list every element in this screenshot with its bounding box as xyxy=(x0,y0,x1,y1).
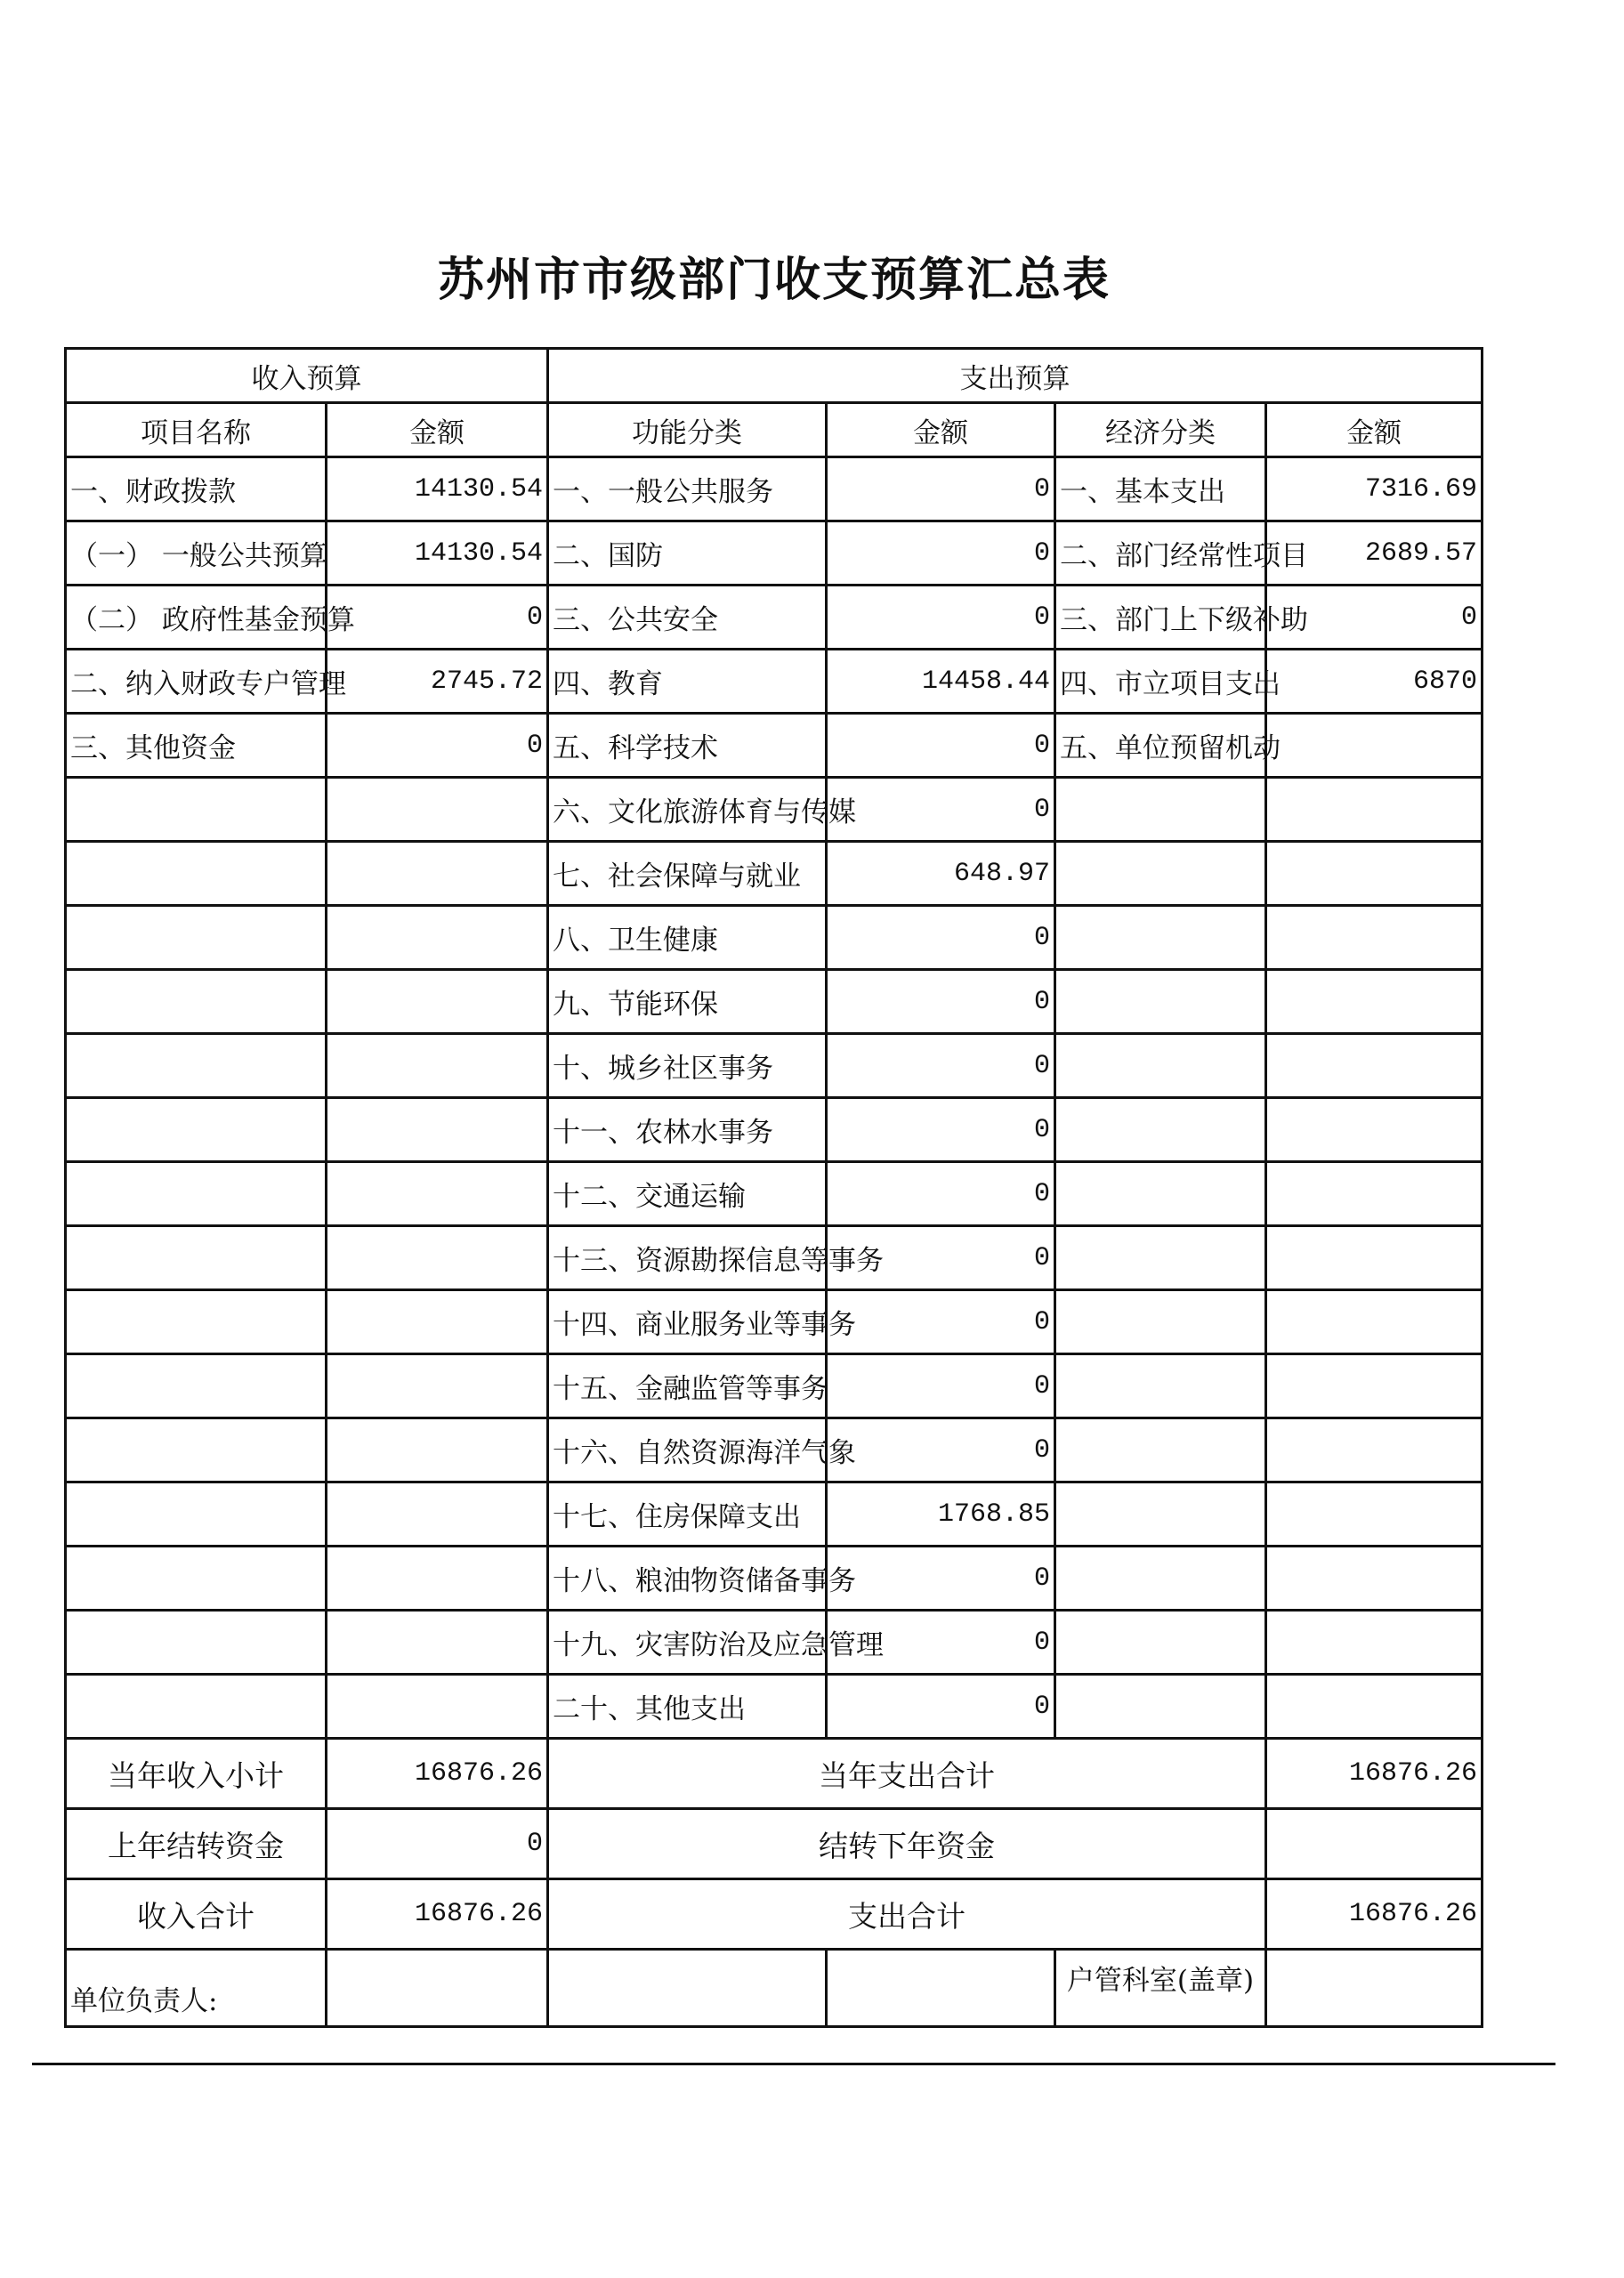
functional-item-amount: 0 xyxy=(827,1354,1055,1418)
table-row xyxy=(66,650,1483,714)
income-item-name: （一） 一般公共预算 xyxy=(66,521,327,586)
col-functional-amount: 金额 xyxy=(827,403,1055,457)
income-item-amount xyxy=(327,1226,548,1290)
functional-item-amount: 0 xyxy=(827,906,1055,970)
economic-item-name: 五、单位预留机动 xyxy=(1055,714,1266,778)
functional-item-name: 六、文化旅游体育与传媒 xyxy=(548,778,827,842)
col-functional: 功能分类 xyxy=(548,403,827,457)
blank-cell xyxy=(548,1950,827,2027)
table-row xyxy=(66,1226,1483,1290)
income-item-amount xyxy=(327,1482,548,1547)
functional-item-name: 二十、其他支出 xyxy=(548,1675,827,1739)
income-total-value: 16876.26 xyxy=(327,1879,548,1950)
economic-item-name xyxy=(1055,842,1266,906)
income-item-name xyxy=(66,1290,327,1354)
functional-item-amount: 0 xyxy=(827,1098,1055,1162)
col-economic-amount: 金额 xyxy=(1266,403,1483,457)
table-row xyxy=(66,1675,1483,1739)
economic-item-name xyxy=(1055,1098,1266,1162)
table-row xyxy=(66,842,1483,906)
economic-item-name: 二、部门经常性项目 xyxy=(1055,521,1266,586)
economic-item-amount: 2689.57 xyxy=(1266,521,1483,586)
table-row xyxy=(66,586,1483,650)
economic-item-amount xyxy=(1266,1547,1483,1611)
functional-item-amount: 0 xyxy=(827,586,1055,650)
economic-item-amount xyxy=(1266,842,1483,906)
functional-item-name: 三、公共安全 xyxy=(548,586,827,650)
economic-item-amount xyxy=(1266,1098,1483,1162)
functional-item-amount: 0 xyxy=(827,714,1055,778)
functional-item-amount: 0 xyxy=(827,1547,1055,1611)
table-row xyxy=(66,1418,1483,1482)
subtotal-row xyxy=(66,1739,1483,1809)
functional-item-name: 十八、粮油物资储备事务 xyxy=(548,1547,827,1611)
functional-item-amount: 0 xyxy=(827,521,1055,586)
table-row xyxy=(66,1034,1483,1098)
economic-item-name xyxy=(1055,1034,1266,1098)
expense-budget-header: 支出预算 xyxy=(548,349,1483,403)
expense-subtotal-value: 16876.26 xyxy=(1266,1739,1483,1809)
income-item-amount xyxy=(327,1034,548,1098)
income-item-amount xyxy=(327,1675,548,1739)
expense-total-label: 支出合计 xyxy=(548,1879,1266,1950)
income-subtotal-label: 当年收入小计 xyxy=(66,1739,327,1809)
table-row xyxy=(66,714,1483,778)
economic-item-amount xyxy=(1266,1034,1483,1098)
functional-item-amount: 0 xyxy=(827,1162,1055,1226)
functional-item-name: 十六、自然资源海洋气象 xyxy=(548,1418,827,1482)
functional-item-name: 十二、交通运输 xyxy=(548,1162,827,1226)
functional-item-name: 二、国防 xyxy=(548,521,827,586)
income-subtotal-value: 16876.26 xyxy=(327,1739,548,1809)
functional-item-name: 十七、住房保障支出 xyxy=(548,1482,827,1547)
economic-item-amount xyxy=(1266,1354,1483,1418)
economic-item-name xyxy=(1055,1611,1266,1675)
income-item-name: 二、纳入财政专户管理 xyxy=(66,650,327,714)
table-row xyxy=(66,1547,1483,1611)
economic-item-amount xyxy=(1266,1611,1483,1675)
income-item-amount xyxy=(327,970,548,1034)
carry-in-label: 上年结转资金 xyxy=(66,1809,327,1879)
income-item-name xyxy=(66,1611,327,1675)
col-income-amount: 金额 xyxy=(327,403,548,457)
income-item-name: （二） 政府性基金预算 xyxy=(66,586,327,650)
economic-item-amount xyxy=(1266,906,1483,970)
carry-out-label: 结转下年资金 xyxy=(548,1809,1266,1879)
income-item-name xyxy=(66,906,327,970)
economic-item-name xyxy=(1055,970,1266,1034)
economic-item-amount: 0 xyxy=(1266,586,1483,650)
table-row xyxy=(66,1290,1483,1354)
carry-in-value: 0 xyxy=(327,1809,548,1879)
col-economic: 经济分类 xyxy=(1055,403,1266,457)
income-item-name xyxy=(66,1226,327,1290)
economic-item-name xyxy=(1055,1675,1266,1739)
economic-item-amount xyxy=(1266,1675,1483,1739)
economic-item-amount xyxy=(1266,970,1483,1034)
carry-out-value xyxy=(1266,1809,1483,1879)
income-item-amount: 14130.54 xyxy=(327,521,548,586)
economic-item-amount xyxy=(1266,1482,1483,1547)
income-item-name: 三、其他资金 xyxy=(66,714,327,778)
economic-item-amount xyxy=(1266,1226,1483,1290)
income-item-name: 一、财政拨款 xyxy=(66,457,327,521)
functional-item-amount: 1768.85 xyxy=(827,1482,1055,1547)
income-item-amount xyxy=(327,1098,548,1162)
functional-item-amount: 648.97 xyxy=(827,842,1055,906)
economic-item-amount: 7316.69 xyxy=(1266,457,1483,521)
economic-item-amount xyxy=(1266,1290,1483,1354)
dept-stamp-cell xyxy=(1266,1950,1483,2027)
functional-item-amount: 0 xyxy=(827,1226,1055,1290)
economic-item-name xyxy=(1055,1482,1266,1547)
income-item-name xyxy=(66,1162,327,1226)
income-item-amount xyxy=(327,778,548,842)
functional-item-name: 一、一般公共服务 xyxy=(548,457,827,521)
economic-item-amount xyxy=(1266,714,1483,778)
functional-item-amount: 0 xyxy=(827,1034,1055,1098)
income-item-amount xyxy=(327,1162,548,1226)
economic-item-name xyxy=(1055,906,1266,970)
table-row xyxy=(66,1098,1483,1162)
economic-item-name xyxy=(1055,1547,1266,1611)
income-item-name xyxy=(66,1675,327,1739)
table-row xyxy=(66,521,1483,586)
income-item-amount xyxy=(327,1611,548,1675)
income-item-name xyxy=(66,1098,327,1162)
table-row xyxy=(66,1162,1483,1226)
economic-item-name: 一、基本支出 xyxy=(1055,457,1266,521)
functional-item-amount: 0 xyxy=(827,1290,1055,1354)
page-title: 苏州市市级部门收支预算汇总表 xyxy=(437,253,1111,307)
column-header-row xyxy=(66,403,1483,457)
expense-subtotal-label: 当年支出合计 xyxy=(548,1739,1266,1809)
table-row xyxy=(66,457,1483,521)
functional-item-amount: 0 xyxy=(827,778,1055,842)
functional-item-amount: 0 xyxy=(827,1611,1055,1675)
unit-head-label: 单位负责人: xyxy=(66,1950,327,2027)
economic-item-amount xyxy=(1266,1418,1483,1482)
table-row xyxy=(66,970,1483,1034)
functional-item-amount: 0 xyxy=(827,970,1055,1034)
income-item-name xyxy=(66,1034,327,1098)
functional-item-name: 十五、金融监管等事务 xyxy=(548,1354,827,1418)
budget-summary-table xyxy=(64,347,1483,2028)
functional-item-name: 八、卫生健康 xyxy=(548,906,827,970)
functional-item-amount: 0 xyxy=(827,457,1055,521)
functional-item-name: 十一、农林水事务 xyxy=(548,1098,827,1162)
economic-item-name xyxy=(1055,1290,1266,1354)
col-item-name: 项目名称 xyxy=(66,403,327,457)
signature-row xyxy=(66,1950,1483,2027)
functional-item-name: 十九、灾害防治及应急管理 xyxy=(548,1611,827,1675)
income-item-name xyxy=(66,1354,327,1418)
income-item-amount: 2745.72 xyxy=(327,650,548,714)
functional-item-name: 九、节能环保 xyxy=(548,970,827,1034)
functional-item-name: 十、城乡社区事务 xyxy=(548,1034,827,1098)
table-row xyxy=(66,1354,1483,1418)
economic-item-name: 三、部门上下级补助 xyxy=(1055,586,1266,650)
total-row xyxy=(66,1879,1483,1950)
section-header-row xyxy=(66,349,1483,403)
functional-item-amount: 14458.44 xyxy=(827,650,1055,714)
unit-head-signature-cell xyxy=(327,1950,548,2027)
income-item-amount: 0 xyxy=(327,714,548,778)
functional-item-name: 四、教育 xyxy=(548,650,827,714)
economic-item-name: 四、市立项目支出 xyxy=(1055,650,1266,714)
income-item-name xyxy=(66,842,327,906)
income-total-label: 收入合计 xyxy=(66,1879,327,1950)
income-budget-header: 收入预算 xyxy=(66,349,548,403)
income-item-amount xyxy=(327,1290,548,1354)
income-item-amount xyxy=(327,906,548,970)
functional-item-amount: 0 xyxy=(827,1675,1055,1739)
economic-item-name xyxy=(1055,1418,1266,1482)
income-item-name xyxy=(66,1418,327,1482)
income-item-name xyxy=(66,778,327,842)
economic-item-amount: 6870 xyxy=(1266,650,1483,714)
income-item-amount xyxy=(327,1547,548,1611)
blank-cell xyxy=(827,1950,1055,2027)
table-row xyxy=(66,906,1483,970)
income-item-amount: 0 xyxy=(327,586,548,650)
dept-stamp-label: 户管科室(盖章) xyxy=(1055,1950,1266,2027)
economic-item-name xyxy=(1055,1354,1266,1418)
income-item-amount: 14130.54 xyxy=(327,457,548,521)
carryover-row xyxy=(66,1809,1483,1879)
income-item-name xyxy=(66,1547,327,1611)
expense-total-value: 16876.26 xyxy=(1266,1879,1483,1950)
economic-item-name xyxy=(1055,1226,1266,1290)
economic-item-name xyxy=(1055,778,1266,842)
functional-item-name: 十四、商业服务业等事务 xyxy=(548,1290,827,1354)
functional-item-name: 五、科学技术 xyxy=(548,714,827,778)
income-item-name xyxy=(66,970,327,1034)
economic-item-name xyxy=(1055,1162,1266,1226)
income-item-amount xyxy=(327,1418,548,1482)
table-row xyxy=(66,1611,1483,1675)
economic-item-amount xyxy=(1266,1162,1483,1226)
income-item-amount xyxy=(327,842,548,906)
functional-item-name: 十三、资源勘探信息等事务 xyxy=(548,1226,827,1290)
income-item-amount xyxy=(327,1354,548,1418)
economic-item-amount xyxy=(1266,778,1483,842)
functional-item-amount: 0 xyxy=(827,1418,1055,1482)
table-row xyxy=(66,778,1483,842)
bottom-rule xyxy=(32,2063,1555,2065)
table-row xyxy=(66,1482,1483,1547)
income-item-name xyxy=(66,1482,327,1547)
functional-item-name: 七、社会保障与就业 xyxy=(548,842,827,906)
